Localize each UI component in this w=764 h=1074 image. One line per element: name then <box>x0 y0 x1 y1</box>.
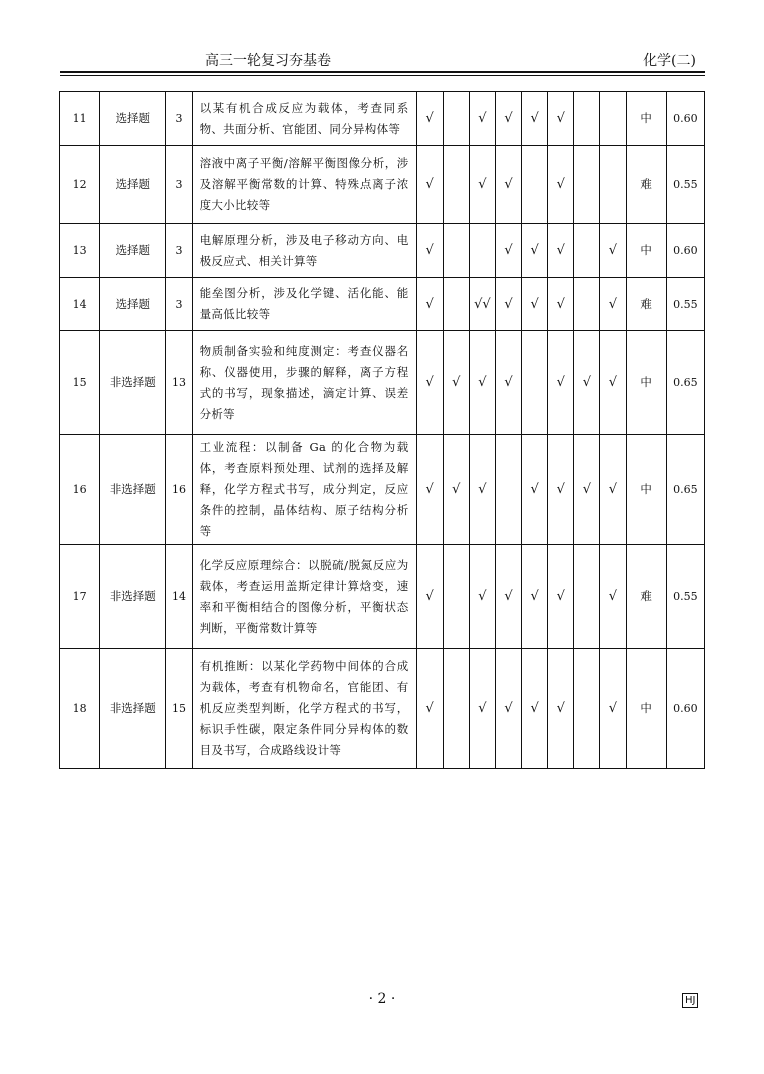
competency-check-cell <box>522 146 548 224</box>
difficulty-cell: 难 <box>626 146 666 224</box>
question-number-cell: 12 <box>60 146 100 224</box>
question-number-cell: 15 <box>60 331 100 435</box>
competency-check-cell: √ <box>522 545 548 649</box>
competency-check-cell: √ <box>600 649 626 769</box>
score-cell: 3 <box>166 92 192 146</box>
score-cell: 3 <box>166 278 192 331</box>
header-rule-thick <box>60 71 705 73</box>
competency-check-cell: √ <box>443 331 469 435</box>
question-number-cell: 17 <box>60 545 100 649</box>
score-cell: 14 <box>166 545 192 649</box>
table-row <box>60 278 705 331</box>
competency-check-cell: √ <box>495 331 521 435</box>
table-body <box>60 92 705 769</box>
competency-check-cell: √ <box>522 649 548 769</box>
competency-check-cell: √ <box>600 224 626 278</box>
competency-check-cell <box>443 649 469 769</box>
competency-check-cell <box>574 146 600 224</box>
competency-check-cell: √ <box>495 224 521 278</box>
competency-check-cell <box>574 92 600 146</box>
content-description-cell: 物质制备实验和纯度测定：考查仪器名称、仪器使用，步骤的解释，离子方程式的书写，现象描述，滴定计算、误差分析等 <box>192 331 416 435</box>
competency-check-cell: √ <box>600 435 626 545</box>
competency-check-cell <box>469 224 495 278</box>
table-row <box>60 224 705 278</box>
competency-check-cell: √ <box>548 146 574 224</box>
content-description-cell: 化学反应原理综合：以脱硫/脱氮反应为载体，考查运用盖斯定律计算焓变，速率和平衡相结合的图像分析，平衡状态判断，平衡常数计算等 <box>192 545 416 649</box>
competency-check-cell: √ <box>574 435 600 545</box>
page-header-title: 高三一轮复习夯基卷 <box>205 53 331 69</box>
competency-check-cell: √ <box>469 545 495 649</box>
score-cell: 16 <box>166 435 192 545</box>
competency-check-cell: √ <box>416 435 443 545</box>
expected-rate-cell: 0.60 <box>666 649 704 769</box>
competency-check-cell <box>600 92 626 146</box>
difficulty-cell: 中 <box>626 224 666 278</box>
competency-check-cell: √ <box>548 92 574 146</box>
content-description-cell: 有机推断：以某化学药物中间体的合成为载体，考查有机物命名，官能团、有机反应类型判断，化学方程式的书写，标识手性碳，限定条件同分异构体的数目及书写，合成路线设计等 <box>192 649 416 769</box>
question-number-cell: 11 <box>60 92 100 146</box>
competency-check-cell: √ <box>469 331 495 435</box>
competency-check-cell: √ <box>416 224 443 278</box>
competency-check-cell: √ <box>600 331 626 435</box>
content-description-cell: 工业流程：以制备 Ga 的化合物为载体，考查原料预处理、试剂的选择及解释，化学方程式书写，成分判定，反应条件的控制，晶体结构、原子结构分析等 <box>192 435 416 545</box>
difficulty-cell: 难 <box>626 278 666 331</box>
expected-rate-cell: 0.60 <box>666 224 704 278</box>
competency-check-cell: √ <box>416 278 443 331</box>
content-description-cell: 以某有机合成反应为载体，考查同系物、共面分析、官能团、同分异构体等 <box>192 92 416 146</box>
competency-check-cell: √ <box>600 278 626 331</box>
expected-rate-cell: 0.55 <box>666 146 704 224</box>
competency-check-cell <box>574 545 600 649</box>
score-cell: 15 <box>166 649 192 769</box>
competency-check-cell: √ <box>574 331 600 435</box>
publisher-code-badge: HJ <box>682 993 698 1008</box>
competency-check-cell: √ <box>522 278 548 331</box>
competency-check-cell: √ <box>495 278 521 331</box>
table-row <box>60 435 705 545</box>
difficulty-cell: 中 <box>626 331 666 435</box>
competency-check-cell <box>443 545 469 649</box>
competency-check-cell: √ <box>600 545 626 649</box>
competency-check-cell <box>574 224 600 278</box>
difficulty-cell: 中 <box>626 92 666 146</box>
competency-check-cell <box>443 224 469 278</box>
competency-check-cell <box>443 146 469 224</box>
table-row <box>60 545 705 649</box>
competency-check-cell <box>443 278 469 331</box>
question-type-cell: 选择题 <box>100 146 166 224</box>
page-number: · 2 · <box>368 991 396 1007</box>
competency-check-cell <box>443 92 469 146</box>
competency-check-cell <box>600 146 626 224</box>
competency-check-cell: √ <box>522 435 548 545</box>
competency-check-cell: √ <box>469 92 495 146</box>
table-row <box>60 649 705 769</box>
competency-check-cell: √ <box>469 146 495 224</box>
question-type-cell: 选择题 <box>100 278 166 331</box>
competency-check-cell <box>522 331 548 435</box>
content-description-cell: 能垒图分析，涉及化学键、活化能、能量高低比较等 <box>192 278 416 331</box>
competency-check-cell <box>574 649 600 769</box>
header-rule-thin <box>60 75 705 76</box>
expected-rate-cell: 0.60 <box>666 92 704 146</box>
score-cell: 13 <box>166 331 192 435</box>
competency-check-cell: √ <box>548 331 574 435</box>
question-number-cell: 18 <box>60 649 100 769</box>
content-description-cell: 溶液中离子平衡/溶解平衡图像分析，涉及溶解平衡常数的计算、特殊点离子浓度大小比较等 <box>192 146 416 224</box>
difficulty-cell: 中 <box>626 649 666 769</box>
table-row <box>60 92 705 146</box>
question-type-cell: 非选择题 <box>100 435 166 545</box>
competency-check-cell: √ <box>416 649 443 769</box>
expected-rate-cell: 0.55 <box>666 278 704 331</box>
difficulty-cell: 难 <box>626 545 666 649</box>
question-type-cell: 选择题 <box>100 224 166 278</box>
competency-check-cell: √ <box>495 146 521 224</box>
question-type-cell: 非选择题 <box>100 331 166 435</box>
competency-check-cell <box>574 278 600 331</box>
competency-check-cell: √ <box>548 545 574 649</box>
competency-check-cell: √ <box>416 146 443 224</box>
content-description-cell: 电解原理分析，涉及电子移动方向、电极反应式、相关计算等 <box>192 224 416 278</box>
expected-rate-cell: 0.65 <box>666 435 704 545</box>
question-type-cell: 非选择题 <box>100 649 166 769</box>
competency-check-cell: √ <box>495 545 521 649</box>
expected-rate-cell: 0.55 <box>666 545 704 649</box>
table-row <box>60 331 705 435</box>
expected-rate-cell: 0.65 <box>666 331 704 435</box>
page-header-subject: 化学(二) <box>643 53 696 69</box>
question-number-cell: 14 <box>60 278 100 331</box>
competency-check-cell: √ <box>495 649 521 769</box>
competency-check-cell: √ <box>416 545 443 649</box>
competency-check-cell: √ <box>548 649 574 769</box>
competency-check-cell: √ <box>416 92 443 146</box>
competency-check-cell: √ <box>548 278 574 331</box>
competency-check-cell <box>495 435 521 545</box>
competency-check-cell: √ <box>443 435 469 545</box>
competency-check-cell: √ <box>548 435 574 545</box>
difficulty-cell: 中 <box>626 435 666 545</box>
competency-check-cell: √ <box>522 224 548 278</box>
score-cell: 3 <box>166 146 192 224</box>
competency-check-cell: √ <box>469 435 495 545</box>
competency-check-cell: √ <box>469 649 495 769</box>
question-number-cell: 13 <box>60 224 100 278</box>
competency-check-cell: √ <box>416 331 443 435</box>
competency-check-cell: √√ <box>469 278 495 331</box>
competency-check-cell: √ <box>522 92 548 146</box>
question-type-cell: 选择题 <box>100 92 166 146</box>
competency-check-cell: √ <box>495 92 521 146</box>
question-type-cell: 非选择题 <box>100 545 166 649</box>
question-number-cell: 16 <box>60 435 100 545</box>
score-cell: 3 <box>166 224 192 278</box>
table-row <box>60 146 705 224</box>
exam-analysis-table <box>59 91 705 769</box>
competency-check-cell: √ <box>548 224 574 278</box>
